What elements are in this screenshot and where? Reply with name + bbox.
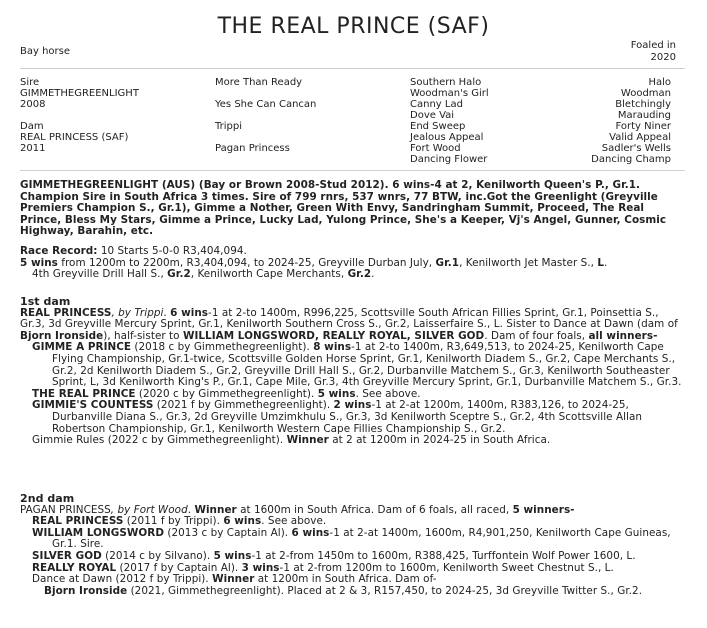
foal-text: -1 at 2-from 1450m to 1600m, R388,425, Turffontein Wolf Power 1600, L. xyxy=(251,549,636,562)
foal-text: . See above. xyxy=(355,387,421,400)
pedigree-col-1 xyxy=(20,77,139,154)
foaled-year: 2020 xyxy=(650,52,676,63)
ped-gg6: Jealous Appeal xyxy=(410,132,484,143)
foal-wins: Winner xyxy=(286,434,329,447)
foal-name: WILLIAM LONGSWORD xyxy=(32,526,164,539)
ped-ggg2: Woodman xyxy=(620,88,671,99)
ped-ggg8: Dancing Champ xyxy=(591,154,671,165)
foal-name: REAL PRINCESS xyxy=(32,515,124,528)
race-record xyxy=(20,246,685,281)
ped-ggg7: Sadler's Wells xyxy=(601,143,671,154)
race-record-label: Race Record: xyxy=(20,245,98,257)
horse-colour: Bay horse xyxy=(20,46,71,57)
foal-pre: (2018 c by Gimmethegreenlight). xyxy=(131,341,314,354)
divider xyxy=(20,68,685,69)
foal-wins: 2 wins xyxy=(333,399,372,412)
page-title: THE REAL PRINCE (SAF) xyxy=(217,14,490,39)
grade: Gr.2 xyxy=(167,268,191,281)
foal-pre: (2022 c by Gimmethegreenlight). xyxy=(104,434,287,447)
foal-name: GIMME A PRINCE xyxy=(32,341,132,354)
sire-paragraph: GIMMETHEGREENLIGHT (AUS) (Bay or Brown 2008-Stud 2012). 6 wins-4 at 2, Kenilworth Queen's P., Gr.1. Champion Sire in South Africa 3 times. Sire of 799 rnrs, 537 wnrs, 77 BTW, inc.Got the Greenlight (Greyville Premiers Champion S., Gr.1), Gimme a Nother, Green With Envy, Sandringham Summit, Proceed, The Real Prince, Bless My Stars, Gimme a Prince, Lucky Lad, Yulong Prince, She's a Keeper, Vj's Angel, Gunner, Cosmic Highway, Barahin, etc. xyxy=(20,179,667,238)
ped-sire-name: GIMMETHEGREENLIGHT xyxy=(20,88,139,99)
first-dam-heading: 1st dam xyxy=(20,295,71,308)
foal-pre: (2014 c by Silvano). xyxy=(101,549,214,562)
text: . Dam of four foals, xyxy=(484,329,589,342)
race-text: , Kenilworth Cape Merchants, xyxy=(190,268,348,281)
foal-text: -1 at 2-at 1400m, 1600m, R4,901,250, Kenilworth Cape Guineas, Gr.1. Sire. xyxy=(52,526,671,551)
race-text: , Kenilworth Jet Master S., xyxy=(459,256,598,269)
foal-pre: (2013 c by Captain Al). xyxy=(164,526,292,539)
pedigree-col-3 xyxy=(410,77,489,165)
text: -1 at 2-to 1400m, R996,225, Scottsville South African Fillies Sprint, Gr.1, Poinsettia S., Gr.3, 3d Greyville Mercury Sprint, Gr.1, Kenilworth Southern Cross S., Gr.2, Laisserfaire S., L. Sister to Dance at Dawn (dam of xyxy=(20,306,678,331)
ped-g2: Yes She Can Cancan xyxy=(215,99,317,110)
ped-g1: More Than Ready xyxy=(215,77,303,88)
foal-text: -1 at 2-at 1200m, 1400m, R383,126, to 2024-25, Durbanville Diana S., Gr.3, 2d Greyville Umzimkhulu S., Gr.3, 3d Kenilworth Sceptre S., Gr.2, 4th Scottsville Allan Robertson Championship, Gr.1, Kenilworth Western Cape Fillies Championship S., Gr.2. xyxy=(52,399,643,435)
foal-wins: 8 wins xyxy=(313,341,352,354)
text: . xyxy=(187,503,195,516)
ped-gg3: Canny Lad xyxy=(410,99,463,110)
foal-text: -1 at 2-from 1200m to 1600m, Kenilworth Sweet Chestnut S., L. xyxy=(279,561,614,574)
pedigree-col-2 xyxy=(215,77,316,154)
bjorn-text: (2021, Gimmethegreenlight). Placed at 2 & 3, R157,450, to 2024-25, 3d Greyville Twitter S., Gr.2. xyxy=(127,584,643,597)
grade: Gr.2 xyxy=(347,268,372,281)
ped-ggg4: Marauding xyxy=(617,110,671,121)
race-text: 4th Greyville Drill Hall S., xyxy=(32,268,168,281)
all-winners: all winners- xyxy=(588,329,658,342)
ped-sire-year: 2008 xyxy=(20,99,46,110)
foal-pre: (2021 f by Gimmethegreenlight). xyxy=(153,399,334,412)
dam-sire: , by Trippi xyxy=(111,306,164,319)
foal-pre: (2020 c by Gimmethegreenlight). xyxy=(135,387,318,400)
second-dam-heading: 2nd dam xyxy=(20,492,75,505)
grade: L xyxy=(597,256,605,269)
foaled-label: Foaled in xyxy=(630,40,676,51)
foal-wins: 6 wins xyxy=(223,515,262,528)
race-wins: 5 wins xyxy=(20,256,58,269)
race-text: . xyxy=(371,268,375,281)
foal-name: REALLY ROYAL xyxy=(32,561,117,574)
ped-ggg5: Forty Niner xyxy=(615,121,671,132)
bjorn-name: Bjorn Ironside xyxy=(44,584,128,597)
ped-dam-year: 2011 xyxy=(20,143,46,154)
race-text: . xyxy=(604,256,608,269)
dam-name: PAGAN PRINCESS xyxy=(20,503,111,516)
ped-g3: Trippi xyxy=(215,121,243,132)
winner: Winner xyxy=(194,503,237,516)
dam-sire: , by Fort Wood xyxy=(110,503,188,516)
ped-ggg3: Bletchingly xyxy=(615,99,671,110)
bjorn: Bjorn Ironside xyxy=(20,329,104,342)
ped-gg2: Woodman's Girl xyxy=(410,88,489,99)
ped-gg4: Dove Vai xyxy=(410,110,455,121)
foal-text: -1 at 2-to 1400m, R3,649,513, to 2024-25, Kenilworth Cape Flying Championship, Gr.1-twice, Scottsville Golden Horse Sprint, Gr.1, Kenilworth Diadem S., Gr.2, Cape Merchants S., Gr.2, 2d Kenilworth Diadem S., Gr.2, Greyville Drill Hall S., Gr.2, Durbanville Matchem S., Gr.3, Kenilworth Southeaster Sprint, L, 3d Kenilworth King's P., Gr.1, Cape Mile, Gr.3, 4th Greyville Mercury Sprint, Gr.1, Durbanville Matchem S., Gr.3. xyxy=(52,341,682,389)
foal-wins: 6 wins xyxy=(291,526,330,539)
ped-sire-label: Sire xyxy=(20,77,40,88)
foal-name: THE REAL PRINCE xyxy=(32,387,136,400)
foal-pre: (2017 f by Captain Al). xyxy=(116,561,242,574)
text: . xyxy=(163,306,171,319)
ped-dam-name: REAL PRINCESS (SAF) xyxy=(20,132,129,143)
text: at 1200m in South Africa. Dam of- xyxy=(254,573,437,586)
wins: 6 wins xyxy=(170,306,209,319)
grade: Gr.1 xyxy=(435,256,460,269)
ped-gg7: Fort Wood xyxy=(410,143,461,154)
ped-gg8: Dancing Flower xyxy=(410,154,488,165)
dam-name: REAL PRINCESS xyxy=(20,306,112,319)
ped-gg1: Southern Halo xyxy=(410,77,482,88)
ped-ggg6: Valid Appeal xyxy=(609,132,671,143)
ped-gg5: End Sweep xyxy=(410,121,466,132)
foal-name: GIMMIE'S COUNTESS xyxy=(32,399,154,412)
foal-wins: 5 wins xyxy=(317,387,356,400)
five-winners: 5 winners- xyxy=(512,503,575,516)
text: ), half-sister to xyxy=(103,329,183,342)
ped-dam-label: Dam xyxy=(20,121,44,132)
ped-ggg1: Halo xyxy=(648,77,671,88)
winner: Winner xyxy=(212,573,255,586)
foal-text: at 2 at 1200m in 2024-25 in South Africa. xyxy=(328,434,551,447)
siblings: WILLIAM LONGSWORD, REALLY ROYAL, SILVER GOD xyxy=(182,329,485,342)
text: at 1600m in South Africa. Dam of 6 foals, all raced, xyxy=(236,503,513,516)
foal-wins: 3 wins xyxy=(241,561,280,574)
race-wins-text: from 1200m to 2200m, R3,404,094, to 2024-25, Greyville Durban July, xyxy=(57,256,436,269)
second-dam-section xyxy=(20,493,685,597)
first-dam-section xyxy=(20,296,685,447)
foal-pre: (2011 f by Trippi). xyxy=(123,515,224,528)
pedigree-col-4 xyxy=(591,77,671,165)
foal-wins: 5 wins xyxy=(213,549,252,562)
dance-name: Dance at Dawn (2012 f by Trippi). xyxy=(32,573,213,586)
foal-text: . See above. xyxy=(261,515,327,528)
foal-name: Gimmie Rules xyxy=(32,434,105,447)
ped-g4: Pagan Princess xyxy=(215,143,290,154)
race-record-summary: 10 Starts 5-0-0 R3,404,094. xyxy=(97,245,247,257)
divider xyxy=(20,170,685,171)
foal-name: SILVER GOD xyxy=(32,549,102,562)
